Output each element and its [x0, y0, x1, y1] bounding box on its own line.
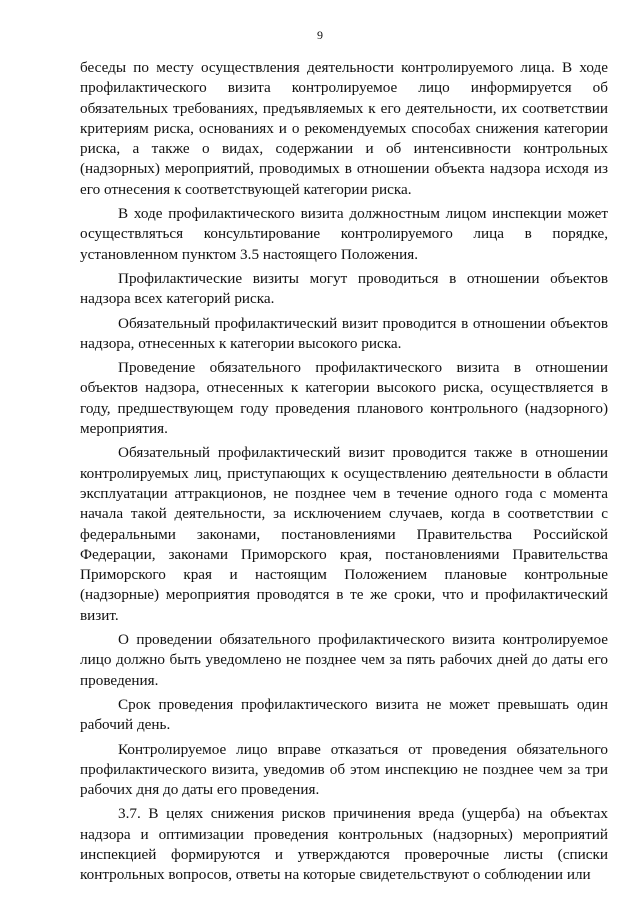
paragraph-9: Контролируемое лицо вправе отказаться от проведения обязательного профилактического визита, уведомив об этом инспекцию не позднее чем за три рабочих дня до даты его проведения.: [80, 740, 608, 799]
document-body: [80, 58, 608, 886]
paragraph-4: Обязательный профилактический визит проводится в отношении объектов надзора, отнесенных к категории высокого риска.: [80, 314, 608, 352]
paragraph-8: Срок проведения профилактического визита не может превышать один рабочий день.: [80, 695, 608, 734]
paragraph-6: Обязательный профилактический визит проводится также в отношении контролируемых лиц, приступающих к осуществлению деятельности в области эксплуатации аттракционов, не позднее чем в течение одного года с момента начала такой деятельности, за исключением случаев, когда в соответствии с федеральными законами, постановлениями Правительства Российской Федерации, законами Приморского края, постановлениями Правительства Приморского края и настоящим Положением плановые контрольные (надзорные) мероприятия проводятся в те же сроки, что и профилактический визит.: [80, 444, 608, 624]
paragraph-10: 3.7. В целях снижения рисков причинения вреда (ущерба) на объектах надзора и оптимизации проведения контрольных (надзорных) мероприятий инспекцией формируются и утверждаются проверочные листы (списки контрольных вопросов, ответы на которые свидетельствуют о соблюдении или: [80, 805, 608, 884]
paragraph-3: Профилактические визиты могут проводиться в отношении объектов надзора всех категорий риска.: [80, 269, 608, 308]
paragraph-5: Проведение обязательного профилактического визита в отношении объектов надзора, отнесенных к категории высокого риска, осуществляется в году, предшествующем году проведения планового контрольного (надзорного) мероприятия.: [80, 359, 608, 438]
page-number: 9: [317, 28, 323, 42]
paragraph-7: О проведении обязательного профилактического визита контролируемое лицо должно быть уведомлено не позднее чем за пять рабочих дней до даты его проведения.: [80, 631, 608, 689]
paragraph-2: В ходе профилактического визита должностным лицом инспекции может осуществляться консультирование контролируемого лица в порядке, установленном пунктом 3.5 настоящего Положения.: [80, 205, 608, 263]
paragraph-1: беседы по месту осуществления деятельности контролируемого лица. В ходе профилактического визита контролируемое лицо информируется об обязательных требованиях, предъявляемых к его деятельности, их соответствии критериям риска, основаниях и о рекомендуемых способах снижения категории риска, а также о видах, содержании и об интенсивности контрольных (надзорных) мероприятий, проводимых в отношении объекта надзора исходя из его отнесения к соответствующей категории риска.: [80, 59, 608, 198]
